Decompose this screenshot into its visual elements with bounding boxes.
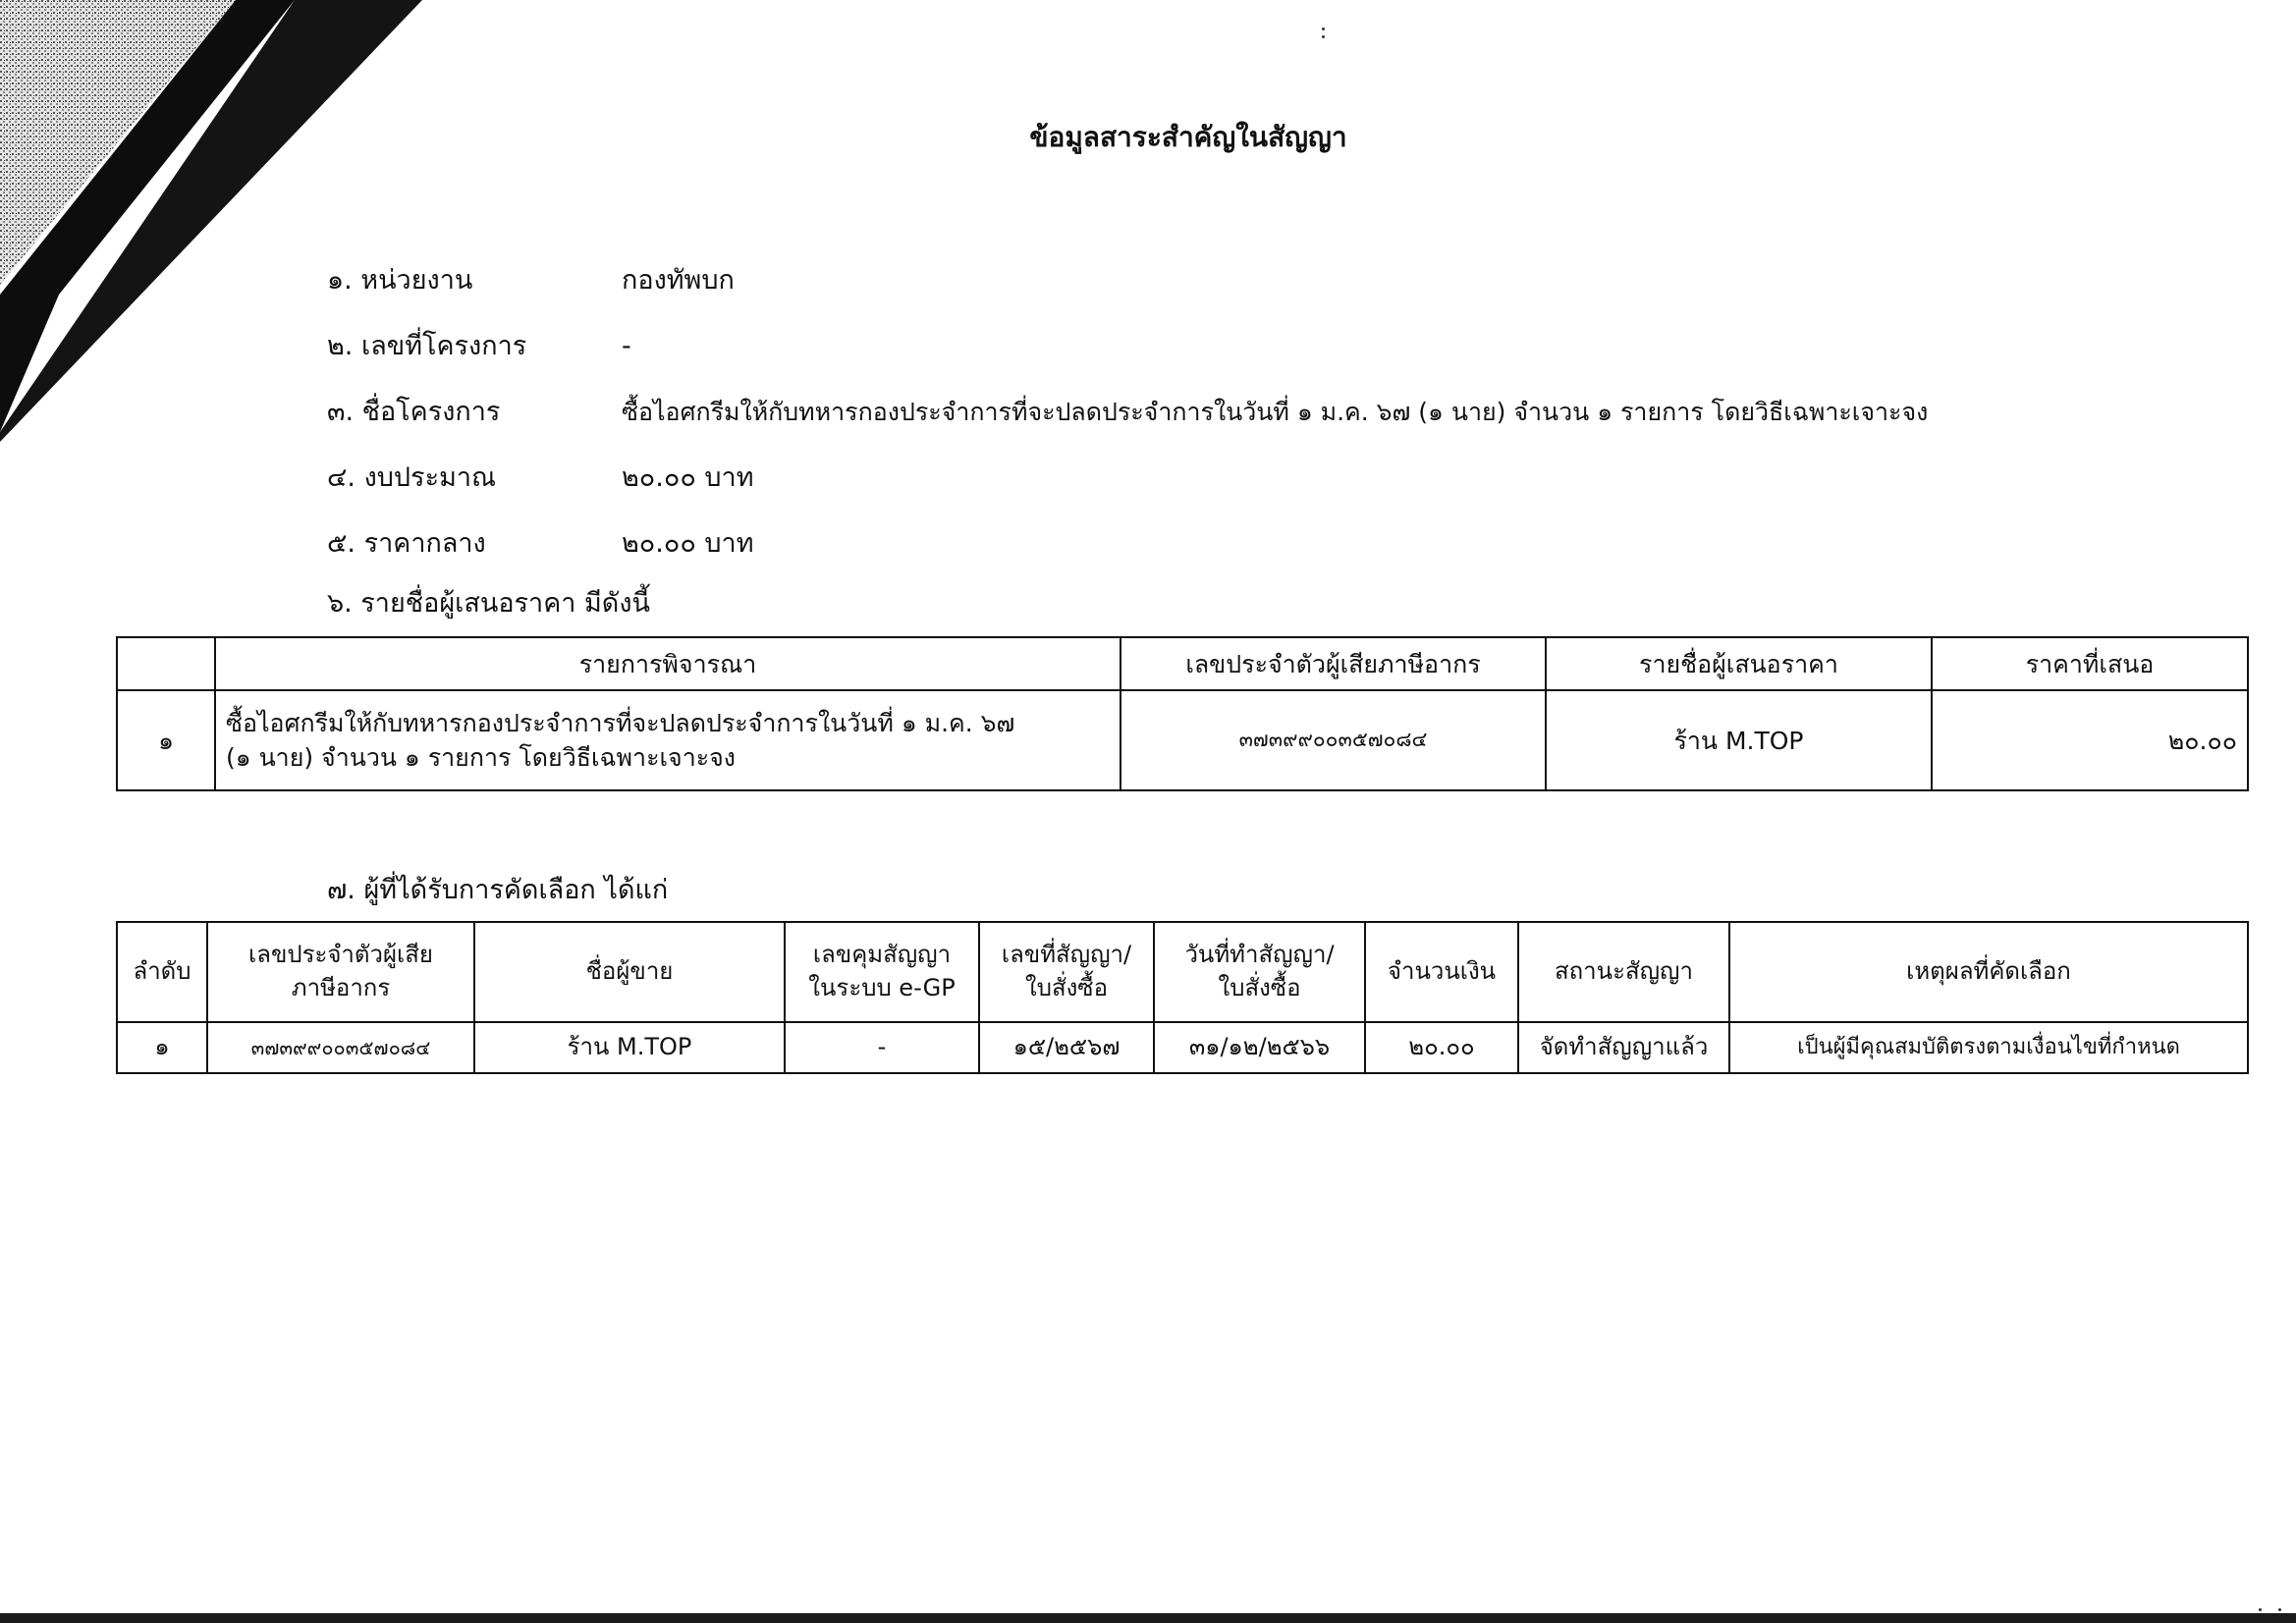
header-line: เลขที่สัญญา/ xyxy=(1001,941,1132,969)
column-header: เลขประจำตัวผู้เสียภาษีอากร xyxy=(1121,637,1546,690)
header-line: เลขประจำตัวผู้เสีย xyxy=(248,941,433,969)
offer-price: ๒๐.๐๐ xyxy=(1932,690,2248,790)
scan-speck xyxy=(2259,1608,2262,1611)
row-number: ๑ xyxy=(117,1022,207,1073)
item-line: ซื้อไอศกรีมให้กับทหารกองประจำการที่จะปลดประจำการในวันที่ ๑ ม.ค. ๖๗ xyxy=(226,709,1015,737)
contract-number: ๑๕/๒๕๖๗ xyxy=(979,1022,1154,1073)
contract-date: ๓๑/๑๒/๒๕๖๖ xyxy=(1154,1022,1365,1073)
info-value: - xyxy=(622,331,631,361)
info-row-agency xyxy=(327,247,1928,313)
header-line: วันที่ทำสัญญา/ xyxy=(1184,941,1335,969)
info-key: ๕. ราคากลาง xyxy=(327,528,486,559)
contract-status: จัดทำสัญญาแล้ว xyxy=(1518,1022,1729,1073)
document-title: ข้อมูลสาระสำคัญในสัญญา xyxy=(1029,121,1347,153)
info-key: ๑. หน่วยงาน xyxy=(327,265,473,296)
column-header: จำนวนเงิน xyxy=(1365,922,1518,1022)
column-header xyxy=(207,922,474,1022)
column-header xyxy=(785,922,979,1022)
column-header xyxy=(979,922,1154,1022)
tax-id: ๓๗๓๙๙๐๐๓๕๗๐๘๔ xyxy=(1121,690,1546,790)
table-header-row xyxy=(117,922,2248,1022)
project-info-list xyxy=(327,247,1928,576)
bidders-section-label: ๖. รายชื่อผู้เสนอราคา มีดังนี้ xyxy=(327,588,650,619)
column-header: สถานะสัญญา xyxy=(1518,922,1729,1022)
item-description xyxy=(215,690,1121,790)
table-row xyxy=(117,690,2248,790)
seller-name: ร้าน M.TOP xyxy=(474,1022,785,1073)
column-header: ชื่อผู้ขาย xyxy=(474,922,785,1022)
header-line: ใบสั่งซื้อ xyxy=(1218,974,1301,1001)
row-number: ๑ xyxy=(117,690,215,790)
scan-speck xyxy=(1322,27,1325,30)
scan-speck xyxy=(1322,35,1325,38)
info-row-budget xyxy=(327,445,1928,511)
bidders-table xyxy=(116,636,2249,791)
info-value: ซื้อไอศกรีมให้กับทหารกองประจำการที่จะปลดประจำการในวันที่ ๑ ม.ค. ๖๗ (๑ นาย) จำนวน ๑ รายการ โดยวิธีเฉพาะเจาะจง xyxy=(622,398,1929,426)
egp-control-number: - xyxy=(785,1022,979,1073)
amount: ๒๐.๐๐ xyxy=(1365,1022,1518,1073)
column-header: ราคาที่เสนอ xyxy=(1932,637,2248,690)
info-key: ๒. เลขที่โครงการ xyxy=(327,331,527,361)
selected-section-label: ๗. ผู้ที่ได้รับการคัดเลือก ได้แก่ xyxy=(327,875,669,905)
column-header xyxy=(117,637,215,690)
selection-reason: เป็นผู้มีคุณสมบัติตรงตามเงื่อนไขที่กำหนด xyxy=(1729,1022,2248,1073)
header-line: ใบสั่งซื้อ xyxy=(1024,974,1109,1001)
info-row-project-name xyxy=(327,379,1928,445)
scan-bottom-edge xyxy=(0,1613,2296,1623)
column-header: ลำดับ xyxy=(117,922,207,1022)
header-line: ภาษีอากร xyxy=(291,974,391,1001)
column-header: รายการพิจารณา xyxy=(215,637,1121,690)
info-row-median-price xyxy=(327,511,1928,576)
header-line: ในระบบ e-GP xyxy=(808,974,956,1001)
header-line: เลขคุมสัญญา xyxy=(812,941,952,969)
table-row xyxy=(117,1022,2248,1073)
column-header xyxy=(1154,922,1365,1022)
column-header: เหตุผลที่คัดเลือก xyxy=(1729,922,2248,1022)
info-value: กองทัพบก xyxy=(622,265,735,296)
table-header-row xyxy=(117,637,2248,690)
selected-vendor-table xyxy=(116,921,2249,1074)
column-header: รายชื่อผู้เสนอราคา xyxy=(1546,637,1932,690)
info-value: ๒๐.๐๐ บาท xyxy=(622,462,754,493)
info-key: ๓. ชื่อโครงการ xyxy=(327,397,501,427)
item-line: (๑ นาย) จำนวน ๑ รายการ โดยวิธีเฉพาะเจาะจง xyxy=(226,743,737,772)
info-key: ๔. งบประมาณ xyxy=(327,462,497,493)
tax-id: ๓๗๓๙๙๐๐๓๕๗๐๘๔ xyxy=(207,1022,474,1073)
scan-speck xyxy=(2278,1608,2281,1611)
bidder-name: ร้าน M.TOP xyxy=(1546,690,1932,790)
info-value: ๒๐.๐๐ บาท xyxy=(622,528,754,559)
info-row-project-number xyxy=(327,313,1928,379)
